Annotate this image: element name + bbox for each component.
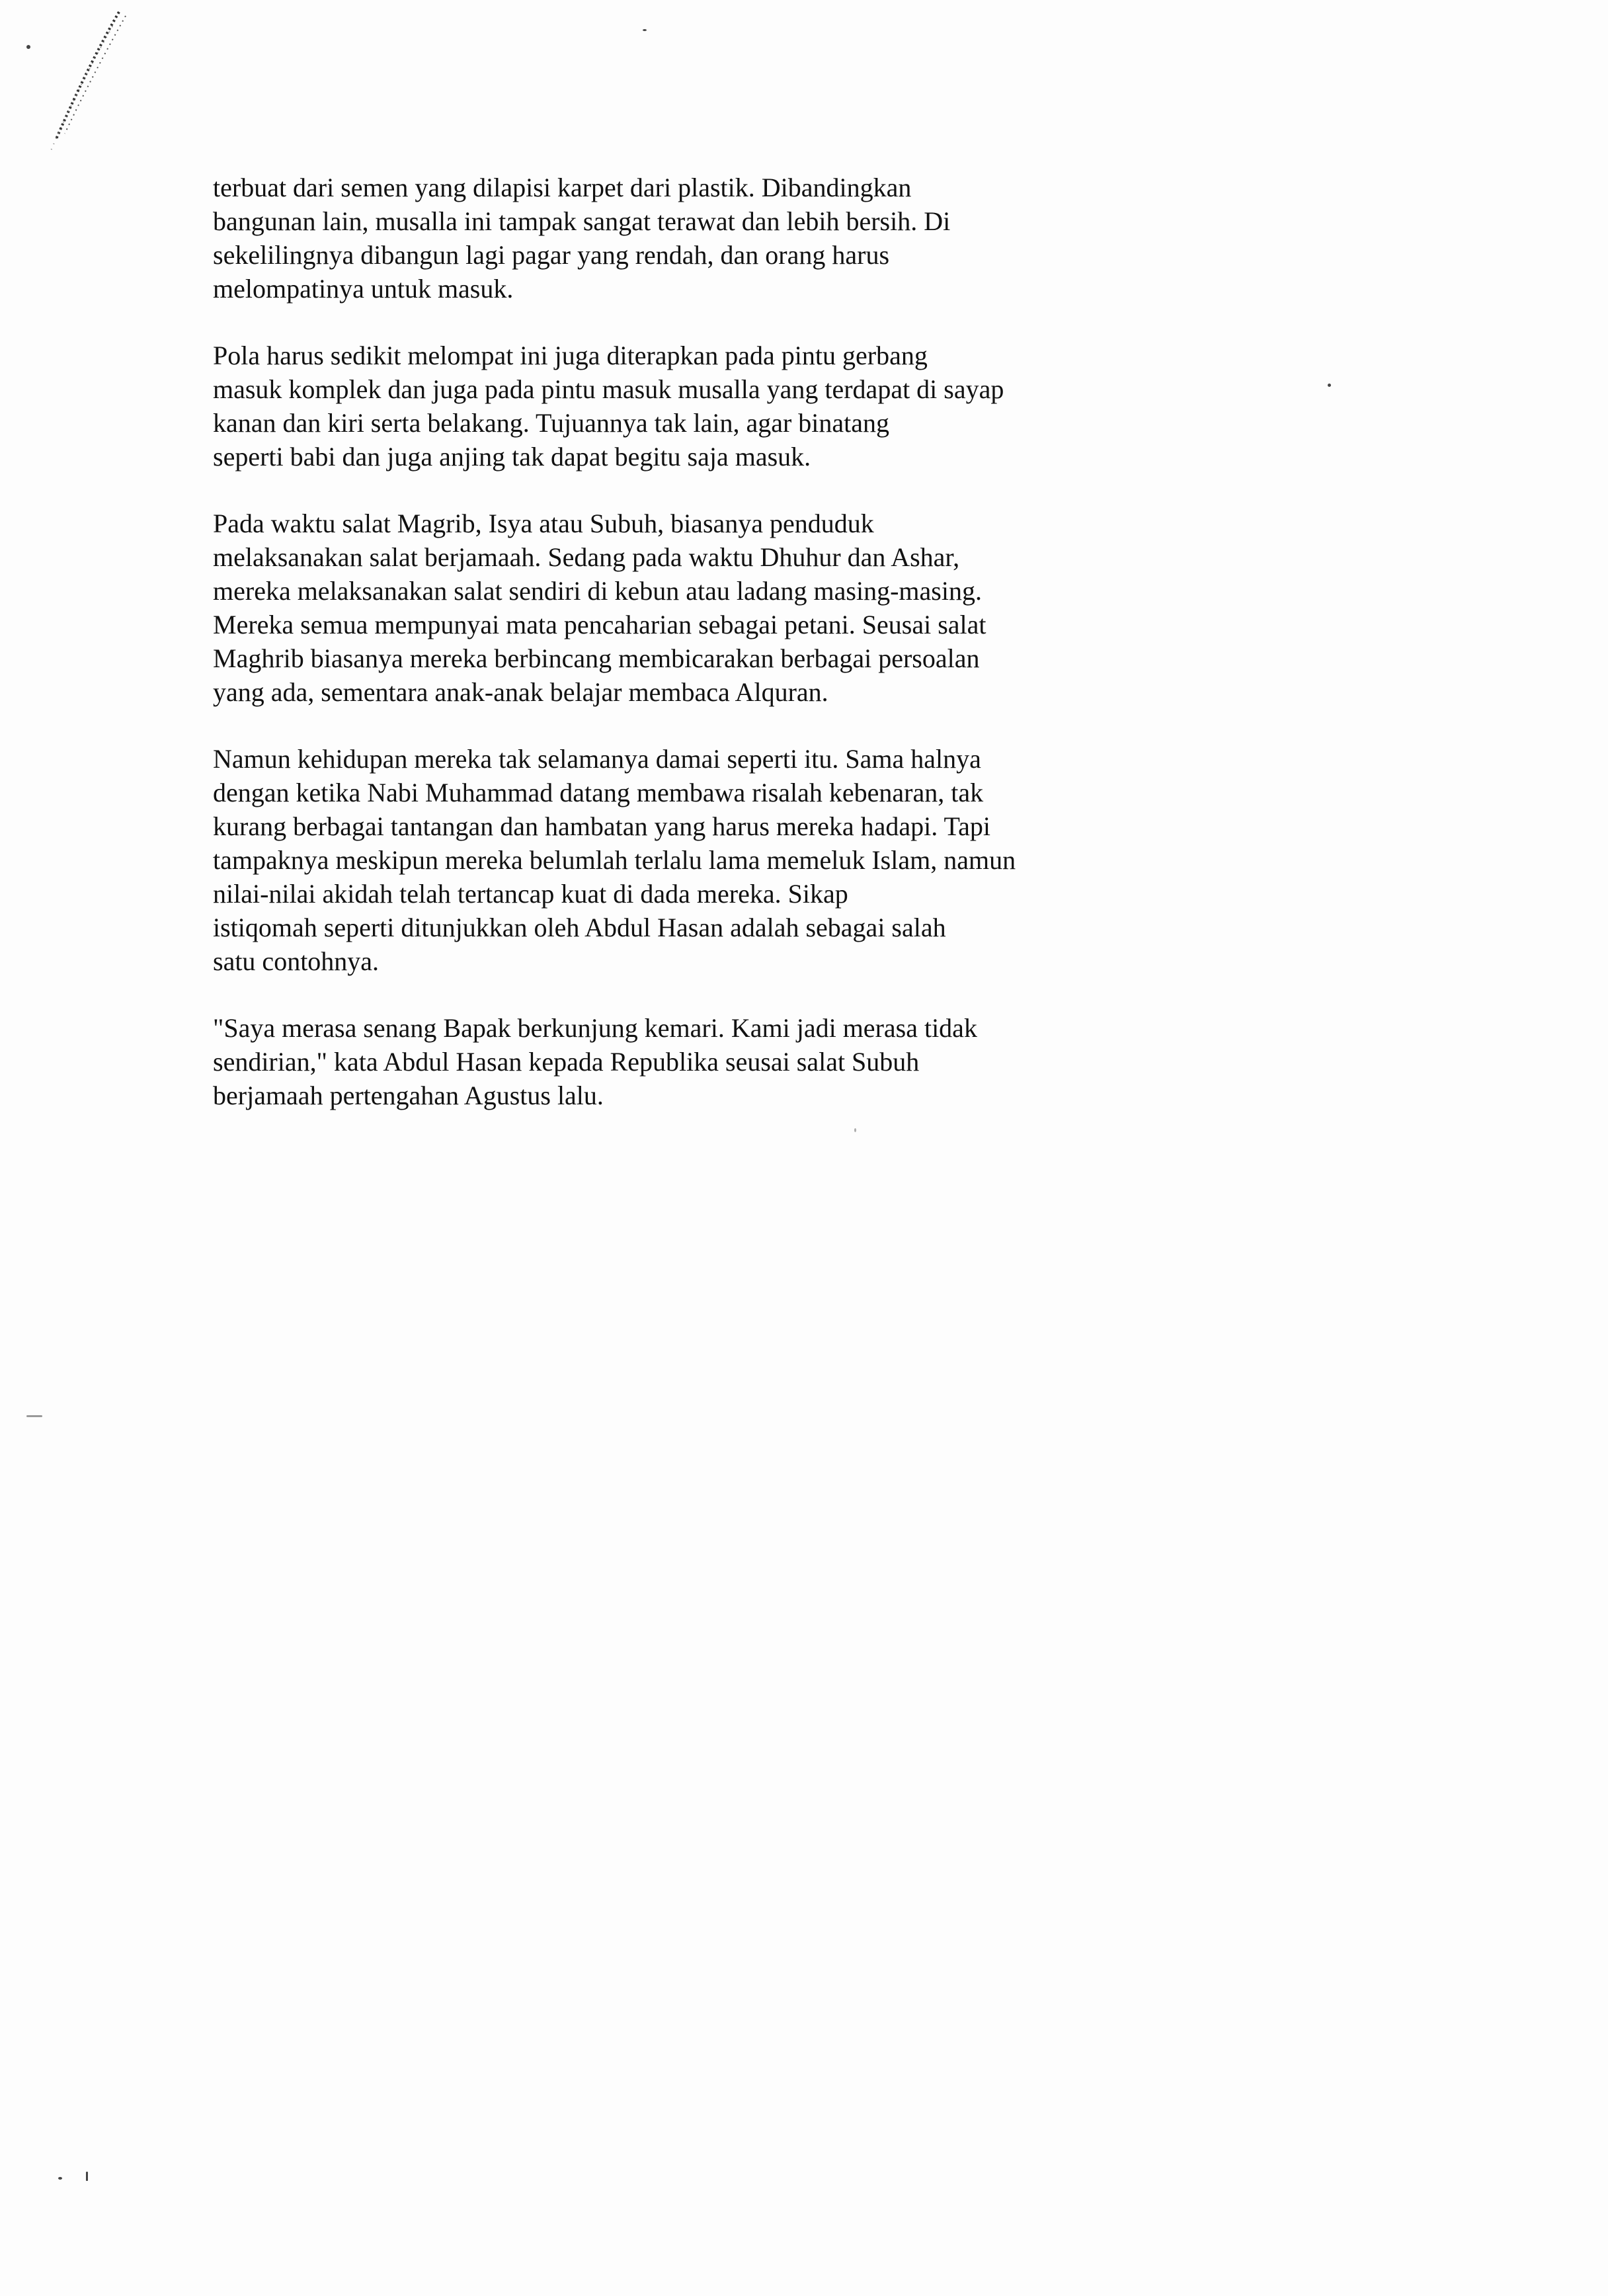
- text-line: Namun kehidupan mereka tak selamanya damai seperti itu. Sama halnya: [213, 744, 981, 774]
- scan-speck: [26, 1415, 42, 1417]
- text-line: Pola harus sedikit melompat ini juga diterapkan pada pintu gerbang: [213, 341, 928, 370]
- text-line: kurang berbagai tantangan dan hambatan yang harus mereka hadapi. Tapi: [213, 811, 990, 841]
- paragraph-salat-berjamaah: [213, 507, 1099, 709]
- text-line: nilai-nilai akidah telah tertancap kuat di dada mereka. Sikap: [213, 879, 848, 909]
- text-line: Pada waktu salat Magrib, Isya atau Subuh, biasanya penduduk: [213, 509, 874, 538]
- paragraph-tantangan: [213, 742, 1099, 978]
- text-line: sendirian," kata Abdul Hasan kepada Republika seusai salat Subuh: [213, 1047, 920, 1077]
- text-line: terbuat dari semen yang dilapisi karpet dari plastik. Dibandingkan: [213, 173, 912, 202]
- text-line: satu contohnya.: [213, 946, 380, 976]
- text-line: masuk komplek dan juga pada pintu masuk musalla yang terdapat di sayap: [213, 374, 1004, 404]
- paragraph-pintu-gerbang: [213, 339, 1099, 473]
- text-line: Mereka semua mempunyai mata pencaharian sebagai petani. Seusai salat: [213, 610, 986, 639]
- text-line: "Saya merasa senang Bapak berkunjung kemari. Kami jadi merasa tidak: [213, 1013, 977, 1043]
- text-line: kanan dan kiri serta belakang. Tujuannya tak lain, agar binatang: [213, 408, 890, 438]
- scan-speck: [643, 29, 647, 31]
- text-line: melompatinya untuk masuk.: [213, 274, 514, 304]
- paragraph-quote: [213, 1011, 1099, 1112]
- text-line: seperti babi dan juga anjing tak dapat begitu saja masuk.: [213, 442, 811, 472]
- document-body: [213, 171, 1099, 1145]
- text-line: bangunan lain, musalla ini tampak sangat terawat dan lebih bersih. Di: [213, 206, 951, 236]
- scan-speck: [26, 45, 30, 49]
- text-line: mereka melaksanakan salat sendiri di kebun atau ladang masing-masing.: [213, 576, 982, 606]
- text-line: dengan ketika Nabi Muhammad datang membawa risalah kebenaran, tak: [213, 778, 984, 807]
- paragraph-musalla: [213, 171, 1099, 306]
- text-line: Maghrib biasanya mereka berbincang membicarakan berbagai persoalan: [213, 643, 980, 673]
- text-line: melaksanakan salat berjamaah. Sedang pada waktu Dhuhur dan Ashar,: [213, 542, 960, 572]
- text-line: berjamaah pertengahan Agustus lalu.: [213, 1081, 604, 1110]
- text-line: yang ada, sementara anak-anak belajar membaca Alquran.: [213, 677, 828, 707]
- scan-speck: [58, 2177, 62, 2180]
- scan-speck: [86, 2172, 88, 2181]
- text-line: tampaknya meskipun mereka belumlah terlalu lama memeluk Islam, namun: [213, 845, 1016, 875]
- text-line: sekelilingnya dibangun lagi pagar yang rendah, dan orang harus: [213, 240, 890, 270]
- text-line: istiqomah seperti ditunjukkan oleh Abdul Hasan adalah sebagai salah: [213, 913, 946, 942]
- scan-speck: [1328, 384, 1331, 387]
- scan-artifact-stroke: [20, 7, 139, 179]
